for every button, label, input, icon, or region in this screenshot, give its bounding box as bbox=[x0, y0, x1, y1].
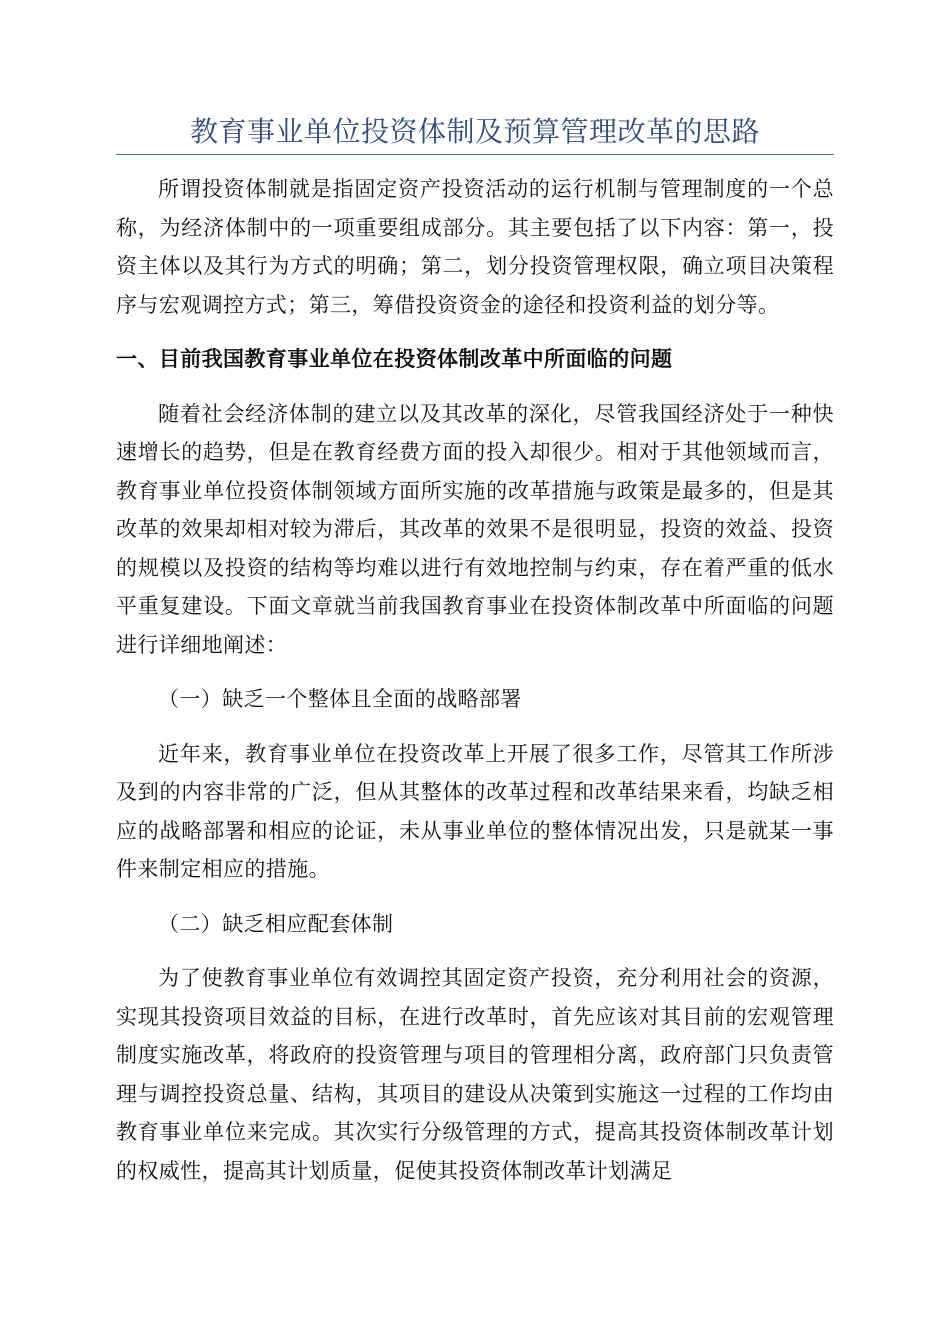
section-paragraph: 随着社会经济体制的建立以及其改革的深化，尽管我国经济处于一种快速增长的趋势，但是在教育经费方面的投入却很少。相对于其他领域而言，教育事业单位投资体制领域方面所实施的改革措施与政策是最多的，但是其改革的效果却相对较为滞后，其改革的效果不是很明显，投资的效益、投资的规模以及投资的结构等均难以进行有效地控制与约束，存在着严重的低水平重复建设。下面文章就当前我国教育事业在投资体制改革中所面临的问题进行详细地阐述： bbox=[116, 401, 834, 657]
title-underline bbox=[116, 154, 834, 155]
section-heading: 一、目前我国教育事业单位在投资体制改革中所面临的问题 bbox=[116, 346, 673, 371]
subsection-heading: （一）缺乏一个整体且全面的战略部署 bbox=[158, 687, 522, 711]
spacer bbox=[116, 324, 834, 340]
subsection-heading: （二）缺乏相应配套体制 bbox=[158, 911, 394, 936]
spacer bbox=[116, 889, 834, 905]
subsection-paragraph: 近年来，教育事业单位在投资改革上开展了很多工作，尽管其工作所涉及到的内容非常的广泛，但从其整体的改革过程和改革结果来看，均缺乏相应的战略部署和相应的论证，未从事业单位的整体情况出发，只是就某一事件来制定相应的措施。 bbox=[116, 741, 834, 881]
document-body bbox=[116, 170, 834, 1190]
page-title: 教育事业单位投资体制及预算管理改革的思路 bbox=[189, 115, 760, 148]
spacer bbox=[116, 664, 834, 680]
spacer bbox=[116, 943, 834, 959]
spacer bbox=[116, 379, 834, 395]
intro-paragraph: 所谓投资体制就是指固定资产投资活动的运行机制与管理制度的一个总称，为经济体制中的一项重要组成部分。其主要包括了以下内容：第一，投资主体以及其行为方式的明确；第二，划分投资管理权限，确立项目决策程序与宏观调控方式；第三，筹借投资资金的途径和投资利益的划分等。 bbox=[116, 177, 834, 317]
subsection-paragraph: 为了使教育事业单位有效调控其固定资产投资，充分利用社会的资源，实现其投资项目效益的目标，在进行改革时，首先应该对其目前的宏观管理制度实施改革，将政府的投资管理与项目的管理相分离，政府部门只负责管理与调控投资总量、结构，其项目的建设从决策到实施这一过程的工作均由教育事业单位来完成。其次实行分级管理的方式，提高其投资体制改革计划的权威性，提高其计划质量，促使其投资体制改革计划满足 bbox=[116, 966, 834, 1183]
spacer bbox=[116, 719, 834, 735]
